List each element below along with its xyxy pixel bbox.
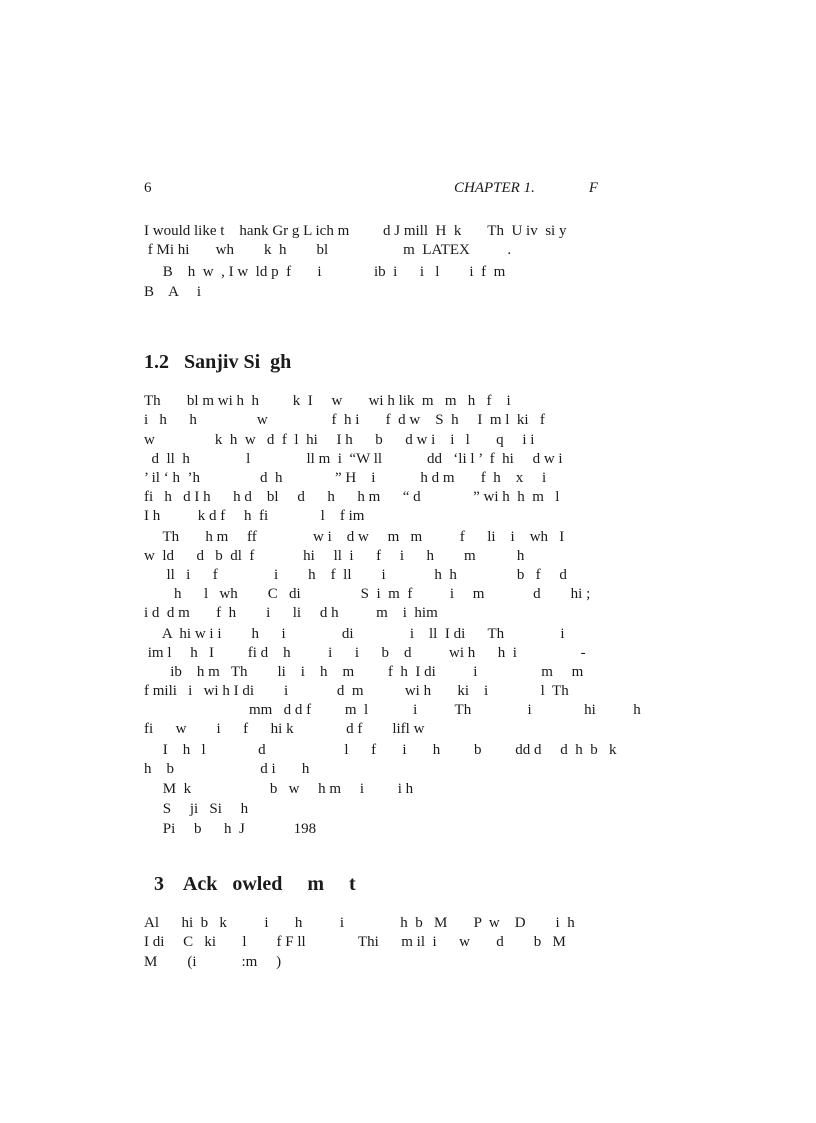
paragraph-line: i d d m f h i li d h m i him <box>144 605 438 621</box>
paragraph-line: ’ il ‘ h ’h d h ” H i h d m f h x i <box>144 470 547 486</box>
paragraph-line: ib h m Th li i h m f h I di i m m <box>144 664 584 680</box>
paragraph-line: f mili i wi h I di i d m wi h ki i l Th <box>144 683 569 699</box>
paragraph-line: w k h w d f l hi I h b d w i i l q i i <box>144 432 535 448</box>
chapter-letter: F <box>588 180 598 196</box>
page-number: 6 <box>144 180 152 196</box>
section-heading: 1.2 Sanjiv Si gh <box>144 351 292 373</box>
paragraph-line: ll i f i h f ll i h h b f d <box>144 567 567 583</box>
paragraph-line: h b d i h <box>144 761 310 777</box>
paragraph-line: w ld d b dl f hi ll i f i h m h <box>144 548 525 564</box>
paragraph-line: mm d d f m l i Th i hi h <box>144 702 641 718</box>
paragraph-line: fi h d I h h d bl d h h m “ d ” wi h h m l <box>144 489 560 505</box>
paragraph-line: M k b w h m i i h <box>144 781 414 797</box>
paragraph-line: h l wh C di S i m f i m d hi ; <box>144 586 591 602</box>
paragraph-line: Th h m ff w i d w m m f li i wh I <box>144 529 565 545</box>
paragraph-line: f Mi hi wh k h bl m LATEX . <box>144 242 512 258</box>
paragraph-line: A hi w i i h i di i ll I di Th i <box>144 626 565 642</box>
paragraph-line: i h h w f h i f d w S h I m l ki f <box>144 412 545 428</box>
paragraph-line: B h w , I w ld p f i ib i i l i f m <box>144 264 506 280</box>
paragraph-line: S ji Si h <box>144 801 249 817</box>
paragraph-line: Al hi b k i h i h b M P w D i h <box>144 915 575 931</box>
paragraph-line: im l h I fi d h i i b d wi h h i - <box>144 645 586 661</box>
paragraph-line: fi w i f hi k d f lifl w <box>144 721 425 737</box>
paragraph-line: I would like t hank Gr g L ich m d J mill H k Th U iv si y <box>144 223 567 239</box>
paragraph-line: B A i <box>144 284 202 300</box>
paragraph-line: I di C ki l f F ll Thi m il i w d b M <box>144 934 566 950</box>
paragraph-line: d ll h l ll m i “W ll dd ‘li l ’ f hi d w i <box>144 451 563 467</box>
paragraph-line: I h k d f h fi l f im <box>144 508 365 524</box>
section-heading: 3 Ack owled m t <box>144 873 356 895</box>
paragraph-line: I h l d l f i h b dd d d h b k <box>144 742 617 758</box>
paragraph-line: Th bl m wi h h k I w wi h lik m m h f i <box>144 393 511 409</box>
running-header <box>144 180 598 200</box>
chapter-label: CHAPTER 1. <box>454 180 535 196</box>
paragraph-line: M (i :m ) <box>144 954 282 970</box>
paragraph-line: Pi b h J 198 <box>144 821 317 837</box>
